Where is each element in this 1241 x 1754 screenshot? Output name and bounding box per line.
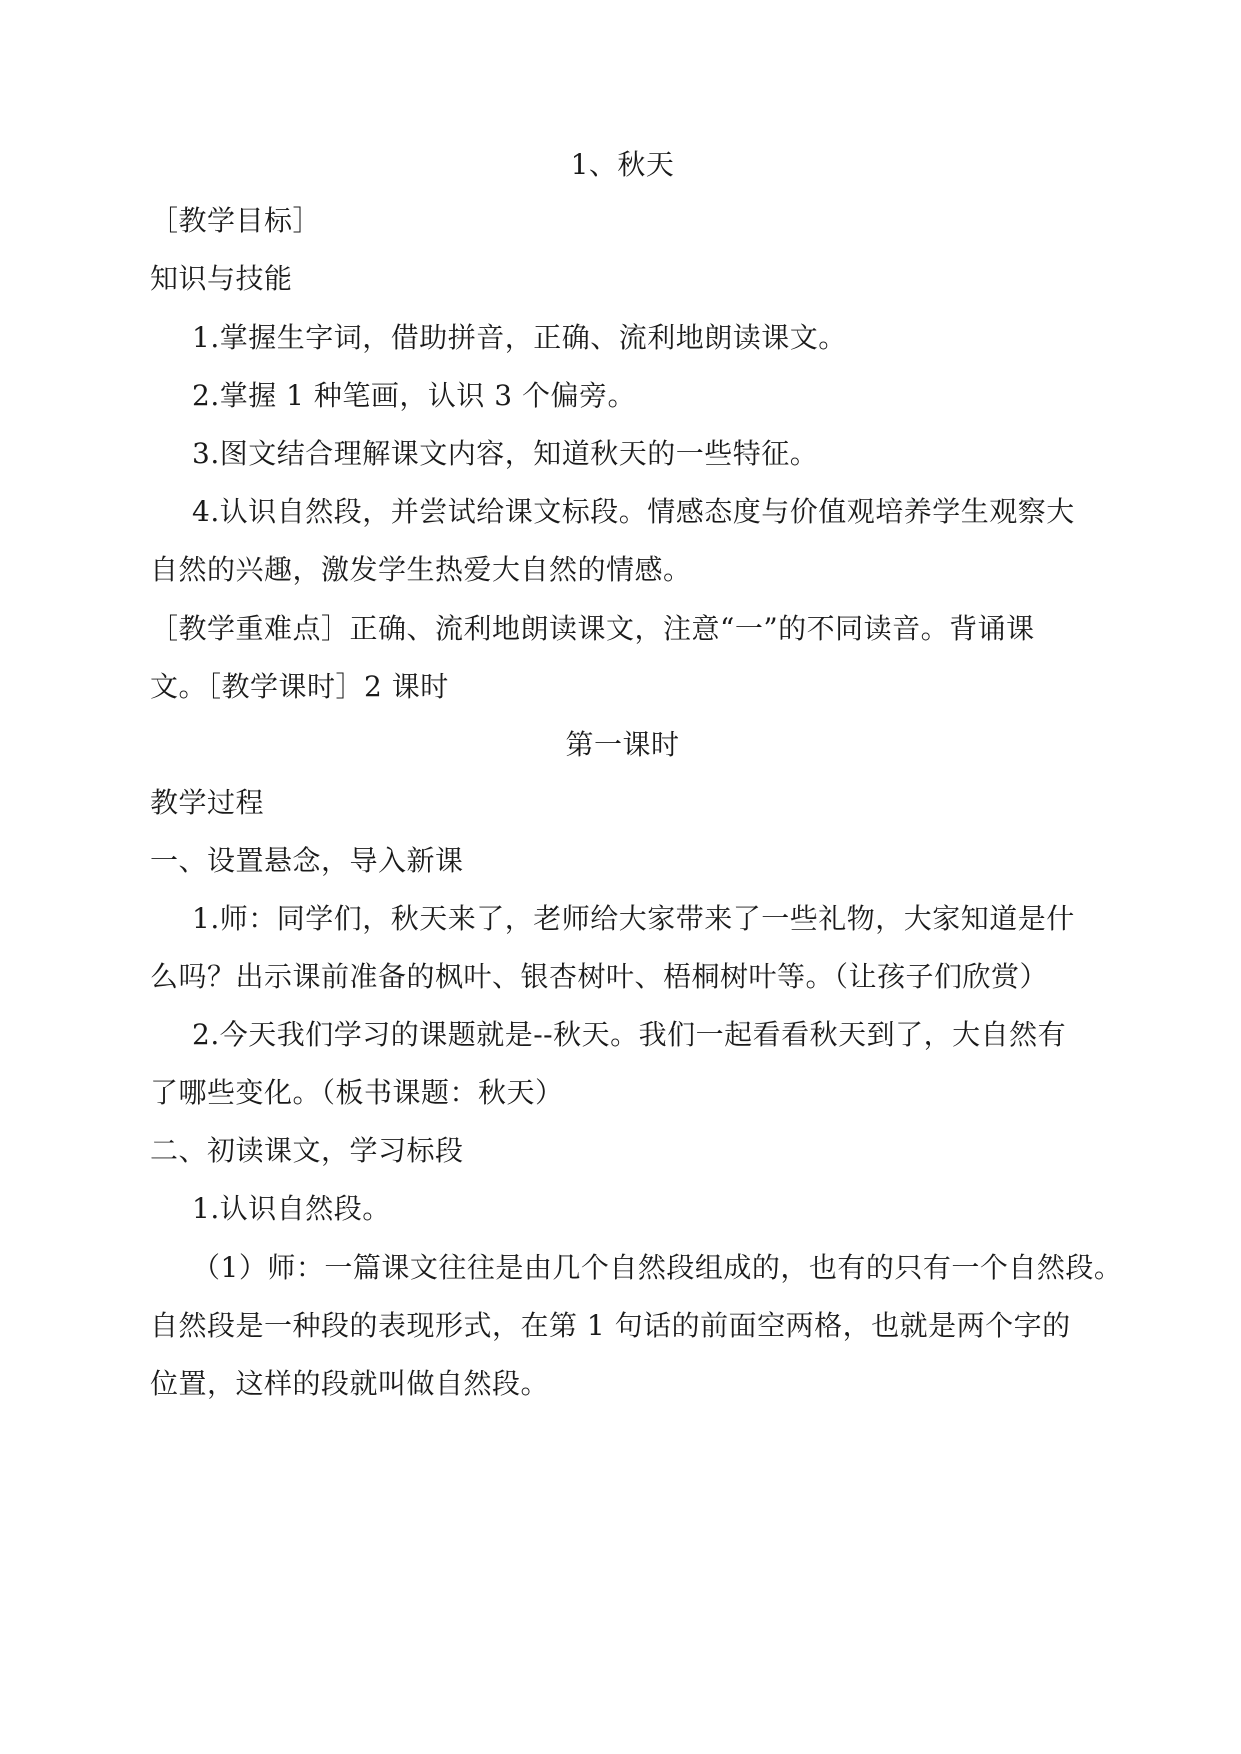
objective-1: 1.掌握生字词，借助拼音，正确、流利地朗读课文。 — [192, 321, 847, 354]
key-points-line-1: ［教学重难点］正确、流利地朗读课文，注意“一”的不同读音。背诵课 — [150, 612, 1035, 645]
lesson-heading: 第一课时 — [565, 728, 680, 761]
section-2-sub-1-line-1: （1）师：一篇课文往往是由几个自然段组成的，也有的只有一个自然段。 — [192, 1251, 1123, 1284]
objective-3: 3.图文结合理解课文内容，知道秋天的一些特征。 — [192, 437, 819, 470]
objective-4-line-1: 4.认识自然段，并尝试给课文标段。情感态度与价值观培养学生观察大 — [192, 495, 1075, 528]
section-2-sub-1-line-2: 自然段是一种段的表现形式，在第 1 句话的前面空两格，也就是两个字的 — [150, 1309, 1071, 1342]
section-1-item-2-line-2: 了哪些变化。（板书课题：秋天） — [150, 1076, 564, 1109]
section-1-heading: 一、设置悬念，导入新课 — [150, 844, 464, 877]
section-2-item-1: 1.认识自然段。 — [192, 1192, 391, 1225]
section-2-heading: 二、初读课文，学习标段 — [150, 1134, 464, 1167]
section-1-item-2-line-1: 2.今天我们学习的课题就是--秋天。我们一起看看秋天到了，大自然有 — [192, 1018, 1067, 1051]
key-points-line-2: 文。［教学课时］2 课时 — [150, 670, 449, 703]
objective-2: 2.掌握 1 种笔画，认识 3 个偏旁。 — [192, 379, 636, 412]
document-title: 1、秋天 — [570, 148, 675, 181]
section-1-item-1-line-1: 1.师：同学们，秋天来了，老师给大家带来了一些礼物，大家知道是什 — [192, 902, 1075, 935]
knowledge-heading: 知识与技能 — [150, 262, 293, 295]
process-heading: 教学过程 — [150, 786, 265, 819]
section-1-item-1-line-2: 么吗？出示课前准备的枫叶、银杏树叶、梧桐树叶等。（让孩子们欣赏） — [150, 960, 1049, 993]
section-2-sub-1-line-3: 位置，这样的段就叫做自然段。 — [150, 1367, 550, 1400]
objective-4-line-2: 自然的兴趣，激发学生热爱大自然的情感。 — [150, 553, 692, 586]
objectives-heading: ［教学目标］ — [150, 204, 322, 237]
